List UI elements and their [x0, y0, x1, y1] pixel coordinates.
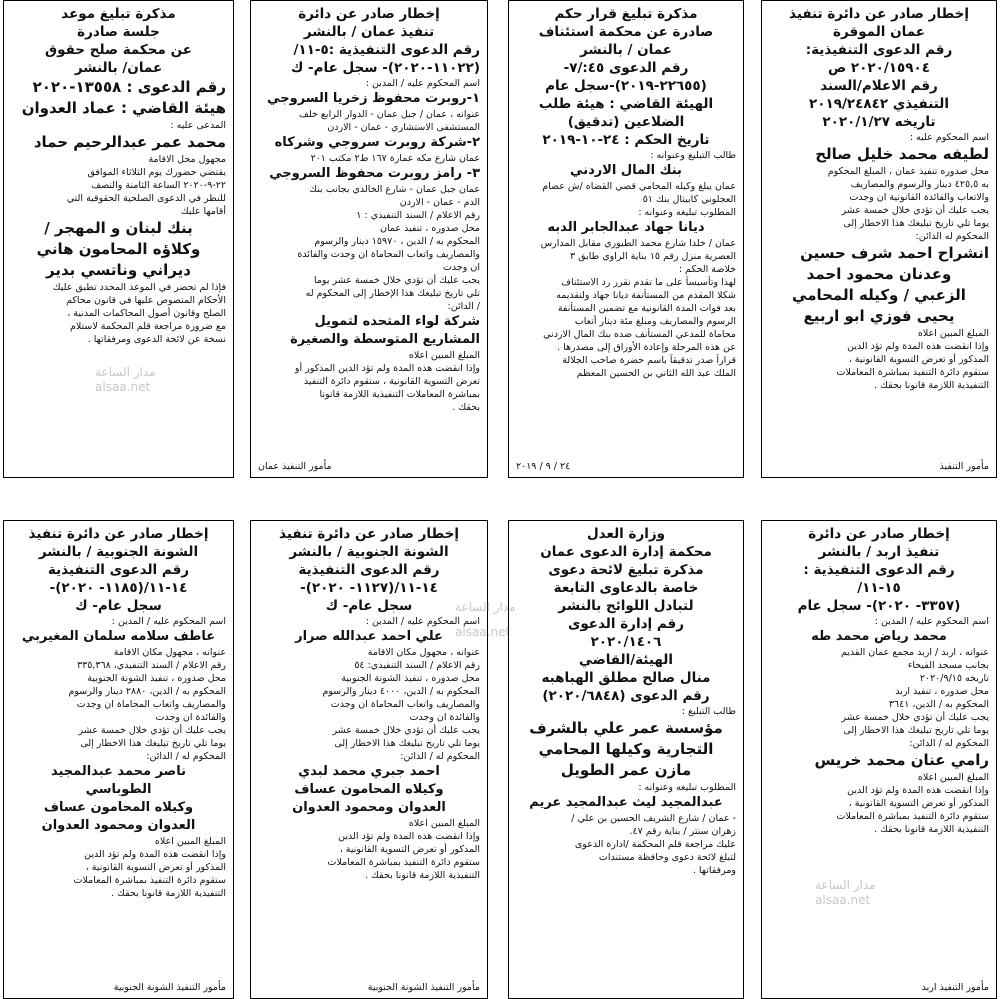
notice-text-line: يوما تلي تاريخ تبليغك هذا الاخطار إلى — [843, 725, 989, 736]
notice-text-line: بحقك . — [452, 402, 480, 413]
notice-text-line: تاريخه ٢٠٢٠/٩/١٥ — [919, 673, 989, 684]
notice-text-line: عنوانه ، عمان / جبل عمان - الدوار الرابع خلف — [299, 109, 480, 120]
notice-heading-line: سجل عام- ك — [75, 598, 162, 614]
notice-text-line: شكلا المقدم من المستأنفة ديانا جهاد ولتقديمه — [556, 290, 736, 301]
notice-name-line: شركة لواء المتحده لتمويل — [314, 314, 480, 329]
notice-text-line: عنوانه ، مجهول مكان الاقامة — [113, 647, 226, 658]
notice-text-line: مع ضرورة مراجعة قلم المحكمة لاستلام — [69, 321, 226, 332]
notice-text-line: والفائدة ان وجدت — [409, 712, 480, 723]
notice-text-line: الصلح وقانون أصول المحاكمات المدنية ، — [67, 308, 226, 319]
notice-text-line: عمان / خلدا شارع محمد الطيوري مقابل المدارس — [540, 238, 736, 249]
notice-text-line: المبلغ المبين اعلاه — [917, 328, 989, 339]
notice-text-line: المطلوب تبليغه وعنوانه : — [638, 207, 736, 218]
notice-name-line: التجارية وكيلها المحامي — [538, 740, 714, 758]
notice-name-line: المشاريع المتوسطة والصغيرة — [290, 332, 480, 347]
notice-amman-execution-11022 — [250, 0, 488, 478]
notice-text-line: يقتضي حضورك يوم الثلاثاء الموافق — [87, 167, 226, 178]
notice-amman-execution-15904 — [761, 0, 997, 478]
watermark-url: alsaa.net — [455, 625, 511, 639]
notice-name-line: عاطف سلامه سلمان المغيربي — [21, 629, 216, 644]
notice-heading-line: مذكرة تبليغ موعد — [61, 6, 176, 22]
notice-footer-signature: مأمور التنفيذ — [939, 461, 989, 472]
notice-text-line: محل صدوره ، تنفيذ اربد — [895, 686, 989, 697]
notice-heading-line: إخطار صادر عن دائرة تنفيذ — [279, 526, 459, 542]
notice-irbid-execution — [761, 520, 997, 999]
notice-name-line: مازن عمر الطويل — [560, 761, 692, 779]
notice-text-line: وإذا انقضت هذه المدة ولم تؤد الدين — [847, 785, 989, 796]
notice-name-line: ديانا جهاد عبدالجابر الدبه — [547, 220, 705, 235]
notice-heading-line: عمان الموقرة — [833, 24, 925, 40]
notice-footer-signature: مأمور التنفيذ اربد — [921, 982, 989, 993]
notice-text-line: العجلوني كابيتال بنك ٥١ — [642, 194, 736, 205]
notice-text-line: اسم المحكوم عليه / المدين : — [874, 616, 989, 627]
notice-text-line: عنوانه ، اربد / اربد مجمع عمان القديم — [840, 647, 989, 658]
notice-text-line: يوما تلي تاريخ تبليغك هذا الاخطار إلى — [80, 738, 226, 749]
notice-text-line: أقامها عليك — [180, 206, 226, 217]
notice-heading-line: الهيئة القاضي : هيئة طلب — [538, 96, 714, 112]
notice-text-line: بجانب مسجد الفيحاء — [907, 660, 989, 671]
notice-text-line: محل صدوره ، تنفيذ الشونة الجنوبية — [87, 673, 226, 684]
notice-heading-line: إخطار صادر عن دائرة — [298, 6, 440, 22]
notice-text-line: ان وجدت — [442, 262, 480, 273]
notice-heading-line: رقم الدعوى التنفيذية — [47, 562, 190, 578]
notice-name-line: هيئة القاضي : عماد العدوان — [21, 99, 226, 117]
notice-name-line: رامي عنان محمد خريس — [814, 751, 989, 769]
notice-text-line: المبلغ المبين اعلاه — [154, 836, 226, 847]
notice-text-line: عن هذه المرحلة وإعادة الأوراق إلى مصدرها . — [557, 342, 736, 353]
notice-text-line: ستقوم دائرة التنفيذ بمباشرة المعاملات — [327, 857, 480, 868]
notice-text-line: والمصاريف واتعاب المحاماة ان وجدت — [76, 699, 226, 710]
notice-text-line: المطلوب تبليغه وعنوانه : — [638, 782, 736, 793]
notice-heading-line: عن محكمة صلح حقوق — [45, 42, 192, 58]
notice-south-shouneh-1185 — [3, 520, 234, 999]
notice-name-line: لطيفه محمد خليل صالح — [815, 145, 989, 163]
notice-heading-line: رقم الدعوى التنفيذية — [298, 562, 440, 578]
notice-text-line: يجب عليك أن تؤدي خلال خمسة عشر — [332, 725, 480, 736]
notice-text-line: والفائدة ان وجدت — [155, 712, 226, 723]
notice-text-line: رقم الاعلام / السند التنفيذي : ١ — [356, 210, 480, 221]
notice-heading-line: لتبادل اللوائح بالنشر — [558, 598, 694, 614]
notice-name-line: العدوان ومحمود العدوان — [292, 800, 446, 815]
notice-text-line: المذكور أو تعرض التسوية القانونية ، — [848, 798, 989, 809]
notice-heading-line: تاريخه ٢٠٢٠/١/٢٧ — [822, 114, 936, 130]
notice-heading-line: ٢٠٢٠/١٥٩٠٤ ص — [828, 60, 930, 76]
notice-text-line: المذكور أو تعرض التسوية القانونية ، — [848, 354, 989, 365]
notice-heading-line: منال صالح مطلق الهباهبه — [541, 670, 711, 686]
notice-name-line: محمد عمر عبدالرحيم حماد — [33, 133, 226, 151]
notice-text-line: المحكوم له / الدائن: — [146, 751, 226, 762]
watermark-text: مدار الساعة — [455, 600, 516, 614]
notice-text-line: ومرفقاتها . — [692, 865, 736, 876]
notice-name-line: ٢-شركة روبرت سروجي وشركاه — [274, 135, 480, 150]
watermark-url: alsaa.net — [815, 893, 871, 907]
notice-heading-line: رقم الدعوى التنفيذية : — [803, 562, 955, 578]
notice-text-line: المبلغ المبين اعلاه — [917, 772, 989, 783]
notice-text-line: عمان شارع مكه عمارة ١٦٧ ط٢ مكتب ٢٠١ — [310, 153, 480, 164]
notice-text-line: الملك عبد الله الثاني بن الحسين المعظم — [576, 368, 736, 379]
notice-text-line: الرسوم والمصاريف ومبلغ مئة دينار أتعاب — [574, 316, 736, 327]
notice-text-line: يجب عليك أن تؤدي خلال خمسة عشر — [841, 712, 989, 723]
notice-text-line: رقم الاعلام / السند التنفيذي: ٥٤ — [354, 660, 480, 671]
notice-text-line: اسم المحكوم عليه : — [909, 132, 989, 143]
notice-heading-line: محكمة إدارة الدعوى عمان — [540, 544, 712, 560]
notice-text-line: يوما تلي تاريخ تبليغك هذا الاخطار إلى — [334, 738, 480, 749]
notice-heading-line: مذكرة تبليغ قرار حكم — [554, 6, 698, 22]
notice-footer-signature: مأمور التنفيذ الشونة الجنوبية — [113, 982, 226, 993]
notice-text-line: ستقوم دائرة التنفيذ بمباشرة المعاملات — [73, 875, 226, 886]
notice-text-line: اسم المحكوم عليه / المدين : — [365, 616, 480, 627]
notice-text-line: لهذا وتأسيساً على ما تقدم نقرر رد الاستئناف — [561, 277, 736, 288]
notice-text-line: رقم الاعلام / السند التنفيذي، ٣٣٥,٣٦٨ — [77, 660, 226, 671]
notice-name-line: احمد جبري محمد لبدي — [298, 764, 440, 779]
notice-text-line: لتبلغ لائحة دعوى وحافظة مستندات — [598, 852, 736, 863]
notice-text-line: اسم المحكوم عليه / المدين : — [365, 78, 480, 89]
notice-text-line: للنظر في الدعوى الصلحية الحقوقية التي — [66, 193, 226, 204]
notice-text-line: ٢٢-٩-٢٠٢٠ الساعة الثامنة والنصف — [91, 180, 226, 191]
notice-footer-signature: مأمور التنفيذ الشونة الجنوبية — [367, 982, 480, 993]
notice-text-line: محل صدوره ، تنفيذ عمان — [380, 223, 480, 234]
notice-text-line: به ٤٢٥,٥ دينار والرسوم والمصاريف — [850, 179, 989, 190]
notice-name-line: العدوان ومحمود العدوان — [41, 818, 196, 833]
notice-heading-line: التنفيذي ٢٠١٩/٢٤٨٤٢ — [809, 96, 949, 112]
notice-text-line: / الدائن: — [447, 301, 480, 312]
notice-heading-line: سجل عام- ك — [325, 598, 413, 614]
notice-footer-date: ٢٤ / ٩ / ٢٠١٩ — [516, 461, 571, 472]
notice-heading-line: تنفيذ عمان / بالنشر — [303, 24, 435, 40]
notice-name-line: ٣- رامز روبرت محفوظ السروجي — [269, 166, 480, 181]
notice-text-line: - عمان / شارع الشريف الحسين بن علي / — [571, 813, 736, 824]
notice-name-line: بنك المال الاردني — [570, 163, 682, 178]
notice-text-line: اسم المحكوم عليه / المدين : — [111, 616, 226, 627]
notice-text-line: محاماة للمدعي المستأنف ضده بنك المال الاردني — [543, 329, 736, 340]
notice-heading-line: ٢٠٢٠/١٤٠٦ — [590, 634, 662, 650]
notice-heading-line: وزارة العدل — [586, 526, 666, 542]
notice-heading-line: رقم الدعوى التنفيذية: — [805, 42, 953, 58]
notice-heading-line: صادرة عن محكمة استئناف — [538, 24, 714, 40]
notice-text-line: والاتعاب والفائدة القانونية ان وجدت — [849, 192, 989, 203]
notice-text-line: التنفيذية اللازمة قانونا بحقك . — [874, 824, 989, 835]
notice-text-line: الدم - عمان - الاردن — [399, 197, 480, 208]
notice-heading-line: الشونة الجنوبية / بالنشر — [289, 544, 449, 560]
notice-text-line: طالب التبليغ وعنوانه : — [650, 150, 736, 161]
notice-text-line: محل صدوره تنفيذ عمان ، المبلغ المحكوم — [827, 166, 989, 177]
notice-text-line: المبلغ المبين اعلاه — [408, 818, 480, 829]
notice-heading-line: تاريخ الحكم : ٢٤-١٠-٢٠١٩ — [542, 132, 710, 148]
notice-footer-date: مأمور التنفيذ عمان — [258, 461, 332, 472]
notice-text-line: المحكوم به / الدين ، ١٥٩٧٠ دينار والرسوم — [314, 236, 480, 247]
notice-name-line: وكيلاه المحامون عساف — [43, 800, 194, 815]
notice-text-line: المبلغ المبين اعلاه — [408, 350, 480, 361]
notice-name-line: رقم الدعوى : ١٣٥٥٨-٢٠٢٠ — [32, 78, 226, 96]
notice-text-line: يجب عليك أن تؤدي خلال خمسة عشر — [78, 725, 226, 736]
notice-text-line: يوما تلي تاريخ تبليغك هذا الاخطار إلى — [843, 218, 989, 229]
notice-heading-line: الضلاعين (تدقيق) — [567, 114, 685, 130]
notice-text-line: فإذا لم تحضر في الموعد المحدد تطبق عليك — [52, 282, 226, 293]
notice-heading-line: إخطار صادر عن دائرة — [808, 526, 950, 542]
notice-text-line: عليك مراجعة قلم المحكمة /ادارة الدعوى — [574, 839, 736, 850]
notice-text-line: نسخة عن لائحة الدعوى ومرفقاتها . — [87, 334, 226, 345]
notice-heading-line: رقم الدعوى (٢٠٢٠/٦٨٤٨) — [542, 688, 710, 704]
notice-text-line: بمباشرة المعاملات التنفيذية اللازمة قانونا — [319, 389, 480, 400]
notice-heading-line: عمان / بالنشر — [579, 42, 673, 58]
notice-text-line: يجب عليك أن تؤدي خلال خمسة عشر يوما — [313, 275, 480, 286]
notice-text-line: مجهول محل الاقامة — [148, 154, 226, 165]
notice-name-line: بنك لبنان و المهجر / — [44, 219, 193, 237]
notice-heading-line: رقم الدعوى ٤٥:/٧- — [563, 60, 689, 76]
notice-text-line: المحكوم له / الدائن: — [909, 738, 989, 749]
notice-text-line: زهران سنتر / بناية رقم ٤٧. — [629, 826, 736, 837]
watermark-url: alsaa.net — [95, 380, 151, 394]
notice-name-line: يحيى فوزي ابو اربيع — [803, 307, 955, 325]
notice-text-line: المحكوم له الدائن: — [915, 231, 989, 242]
notice-text-line: طالب التبليغ : — [681, 706, 736, 717]
notice-text-line: المدعى عليه : — [170, 120, 226, 131]
watermark-text: مدار الساعة — [815, 878, 876, 892]
notice-name-line: ناصر محمد عبدالمجيد — [50, 764, 187, 779]
notice-name-line: ديراني وناتسي بدير — [46, 261, 191, 279]
notice-name-line: انشراح احمد شرف حسين — [800, 244, 989, 262]
notice-text-line: التنفيذية اللازمة قانونا بحقك . — [111, 888, 226, 899]
notice-text-line: التنفيذية اللازمة قانونا بحقك . — [874, 380, 989, 391]
notice-heading-line: (١١٠٢٢-٢٠٢٠)- سجل عام- ك — [290, 60, 480, 76]
watermark-text: مدار الساعة — [95, 365, 156, 379]
bottom-notices-row — [0, 520, 1000, 999]
notice-text-line: المذكور أو تعرض التسوية القانونية ، — [339, 844, 480, 855]
notice-heading-line: إخطار صادر عن دائرة تنفيذ — [28, 526, 209, 542]
notice-text-line: وإذا انقضت هذه المدة ولم تؤد الدين — [84, 849, 226, 860]
notice-heading-line: رقم الاعلام/السند — [820, 78, 938, 94]
notice-name-line: الزعبي / وكيله المحامي — [792, 286, 966, 304]
notice-text-line: التنفيذية اللازمة قانونا بحقك . — [365, 870, 480, 881]
notice-heading-line: ١٤-١١/(١١٨٥- ٢٠٢٠)- — [49, 580, 188, 596]
notice-ministry-of-justice — [508, 520, 744, 999]
notice-heading-line: ١٤-١١/(١١٢٧- ٢٠٢٠)- — [300, 580, 438, 596]
notice-name-line: مؤسسة عمر علي بالشرف — [529, 719, 723, 737]
notice-name-line: وعدنان محمود احمد — [806, 265, 952, 283]
notice-heading-line: عمان/ بالنشر — [74, 60, 163, 76]
notice-text-line: يجب عليك أن تؤدي خلال خمسة عشر — [841, 205, 989, 216]
notice-text-line: ستقوم دائرة التنفيذ بمباشرة المعاملات — [836, 811, 989, 822]
notice-text-line: عنوانه ، مجهول مكان الاقامة — [367, 647, 480, 658]
notice-name-line: محمد رياض محمد طه — [811, 629, 947, 644]
notice-name-line: وكيلاه المحامون عساف — [294, 782, 444, 797]
notice-name-line: وكلاؤه المحامون هاني — [36, 240, 201, 258]
notice-appeal-judgment — [508, 0, 744, 478]
notice-heading-line: جلسة صادرة — [77, 24, 160, 40]
notice-name-line: الطوباسي — [85, 782, 152, 797]
notice-heading-line: رقم إدارة الدعوى — [567, 616, 685, 632]
notice-heading-line: الشونة الجنوبية / بالنشر — [38, 544, 199, 560]
notice-heading-line: خاصة بالدعاوى التابعة — [553, 580, 699, 596]
notice-heading-line: إخطار صادر عن دائرة تنفيذ — [789, 6, 969, 22]
notice-name-line: علي احمد عبدالله صرار — [295, 629, 443, 644]
notice-text-line: وإذا انقضت هذه المدة ولم تؤد الدين — [847, 341, 989, 352]
notice-heading-line: رقم الدعوى التنفيذية :٥-١١/ — [293, 42, 480, 58]
notice-text-line: عمان جبل عمان - شارع الخالدي بجانب بنك — [309, 184, 480, 195]
notice-court-session — [3, 0, 234, 478]
notice-text-line: تلي تاريخ تبليغك هذا الإخطار إلى المحكوم له — [305, 288, 480, 299]
notice-text-line: والمصاريف واتعاب المحاماة ان وجدت والفائدة — [297, 249, 480, 260]
notice-heading-line: تنفيذ اربد / بالنشر — [818, 544, 940, 560]
notice-text-line: المحكوم به / الدين، ٤٠٠٠ دينار والرسوم — [322, 686, 480, 697]
notice-text-line: والمصاريف واتعاب المحاماة ان وجدت — [330, 699, 480, 710]
notice-heading-line: ١٥-١١/ — [857, 580, 901, 596]
notice-heading-line: الهيئة/القاضي — [579, 652, 673, 668]
notice-name-line: ١-روبرت محفوظ زخريا السروجي — [267, 91, 480, 106]
notice-heading-line: (٣٣٥٧- ٢٠٢٠)- سجل عام — [797, 598, 961, 614]
notice-heading-line: مذكرة تبليغ لائحة دعوى — [548, 562, 704, 578]
notice-text-line: قراراً صدر تدقيقاً باسم حضرة صاحب الجلالة — [562, 355, 736, 366]
notice-text-line: العصرية منزل رقم ١٥ بناية الراوي طابق ٣ — [570, 251, 736, 262]
notice-text-line: تعرض التسوية القانونية ، ستقوم دائرة التنفيذ — [303, 376, 480, 387]
notice-text-line: محل صدوره ، تنفيذ الشونة الجنوبية — [341, 673, 480, 684]
notice-text-line: المحكوم به / الدين، ٢٨٨٠ دينار والرسوم — [68, 686, 226, 697]
notice-text-line: المحكوم به / الدين، ٣٦٤١ — [888, 699, 989, 710]
notice-text-line: المستشفى الاستشاري - عمان - الاردن — [327, 122, 480, 133]
notice-text-line: الأحكام المنصوص عليها في قانون محاكم — [66, 295, 226, 306]
notice-text-line: خلاصة الحكم : — [678, 264, 736, 275]
notice-south-shouneh-1127 — [250, 520, 488, 999]
notice-heading-line: (٢٢٦٥٥-٢٠١٩)-سجل عام — [545, 78, 707, 94]
top-notices-row — [0, 0, 1000, 478]
notice-text-line: وإذا انقضت هذه المدة ولم تؤد الدين — [338, 831, 480, 842]
notice-text-line: وإذا انقضت هذه المدة ولم تؤد الدين المذكور أو — [294, 363, 480, 374]
notice-name-line: عبدالمجيد ليث عبدالمجيد عريم — [529, 795, 723, 810]
notice-text-line: بعد فوات المدة القانونية مع تضمين المستأنفة — [557, 303, 736, 314]
notice-text-line: ستقوم دائرة التنفيذ بمباشرة المعاملات — [836, 367, 989, 378]
notice-text-line: المحكوم له / الدائن: — [400, 751, 480, 762]
notice-text-line: عمان يبلغ وكيله المحامي قصي القضاه /ش عصام — [542, 181, 736, 192]
notice-text-line: المذكور أو تعرض التسوية القانونية ، — [85, 862, 226, 873]
